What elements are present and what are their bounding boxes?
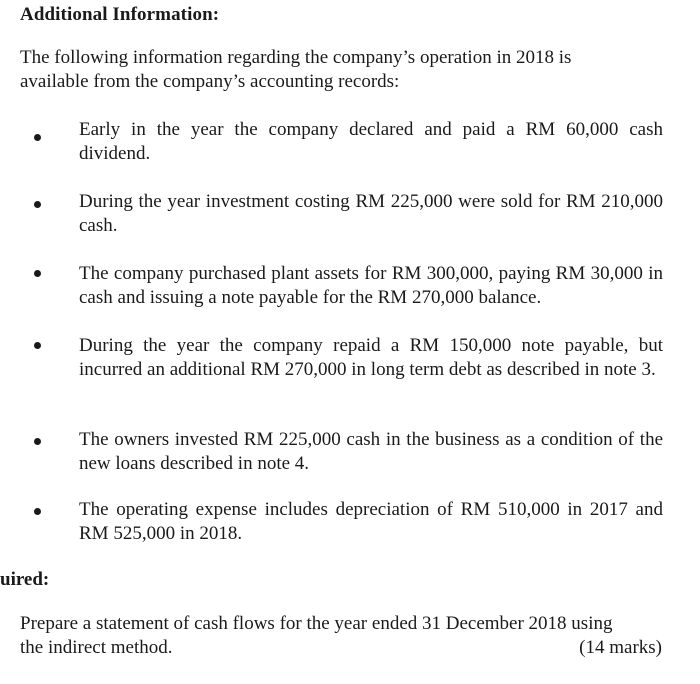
bullet-icon	[34, 134, 41, 141]
marks-label: (14 marks)	[579, 637, 662, 658]
bullet-icon	[34, 270, 41, 277]
task-line-1: Prepare a statement of cash flows for the year ended 31 December 2018 using	[20, 613, 613, 634]
list-item-text: Early in the year the company declared and paid a RM 60,000 cash dividend.	[79, 119, 663, 164]
bullet-icon	[34, 438, 41, 445]
list-item-text: During the year the company repaid a RM 150,000 note payable, but incurred an additional RM 270,000 in long term debt as described in note 3.	[79, 335, 663, 380]
bullet-icon	[34, 342, 41, 349]
bullet-icon	[34, 201, 41, 208]
section-heading: Additional Information:	[20, 4, 220, 25]
bullet-icon	[34, 508, 41, 515]
task-row-2	[20, 636, 662, 660]
intro-line-1: The following information regarding the company’s operation in 2018 is	[20, 47, 572, 68]
list-item-text: The owners invested RM 225,000 cash in the business as a condition of the new loans described in note 4.	[79, 429, 663, 474]
intro-line-2: available from the company’s accounting records:	[20, 71, 400, 92]
list-item-text: The company purchased plant assets for RM 300,000, paying RM 30,000 in cash and issuing a note payable for the RM 270,000 balance.	[79, 263, 663, 308]
task-paragraph	[20, 612, 662, 660]
list-item-text: The operating expense includes depreciation of RM 510,000 in 2017 and RM 525,000 in 2018.	[79, 499, 663, 544]
intro-paragraph	[20, 46, 666, 94]
required-label: uired:	[0, 569, 50, 590]
task-line-2: the indirect method.	[20, 637, 173, 658]
list-item-text: During the year investment costing RM 225,000 were sold for RM 210,000 cash.	[79, 191, 663, 236]
